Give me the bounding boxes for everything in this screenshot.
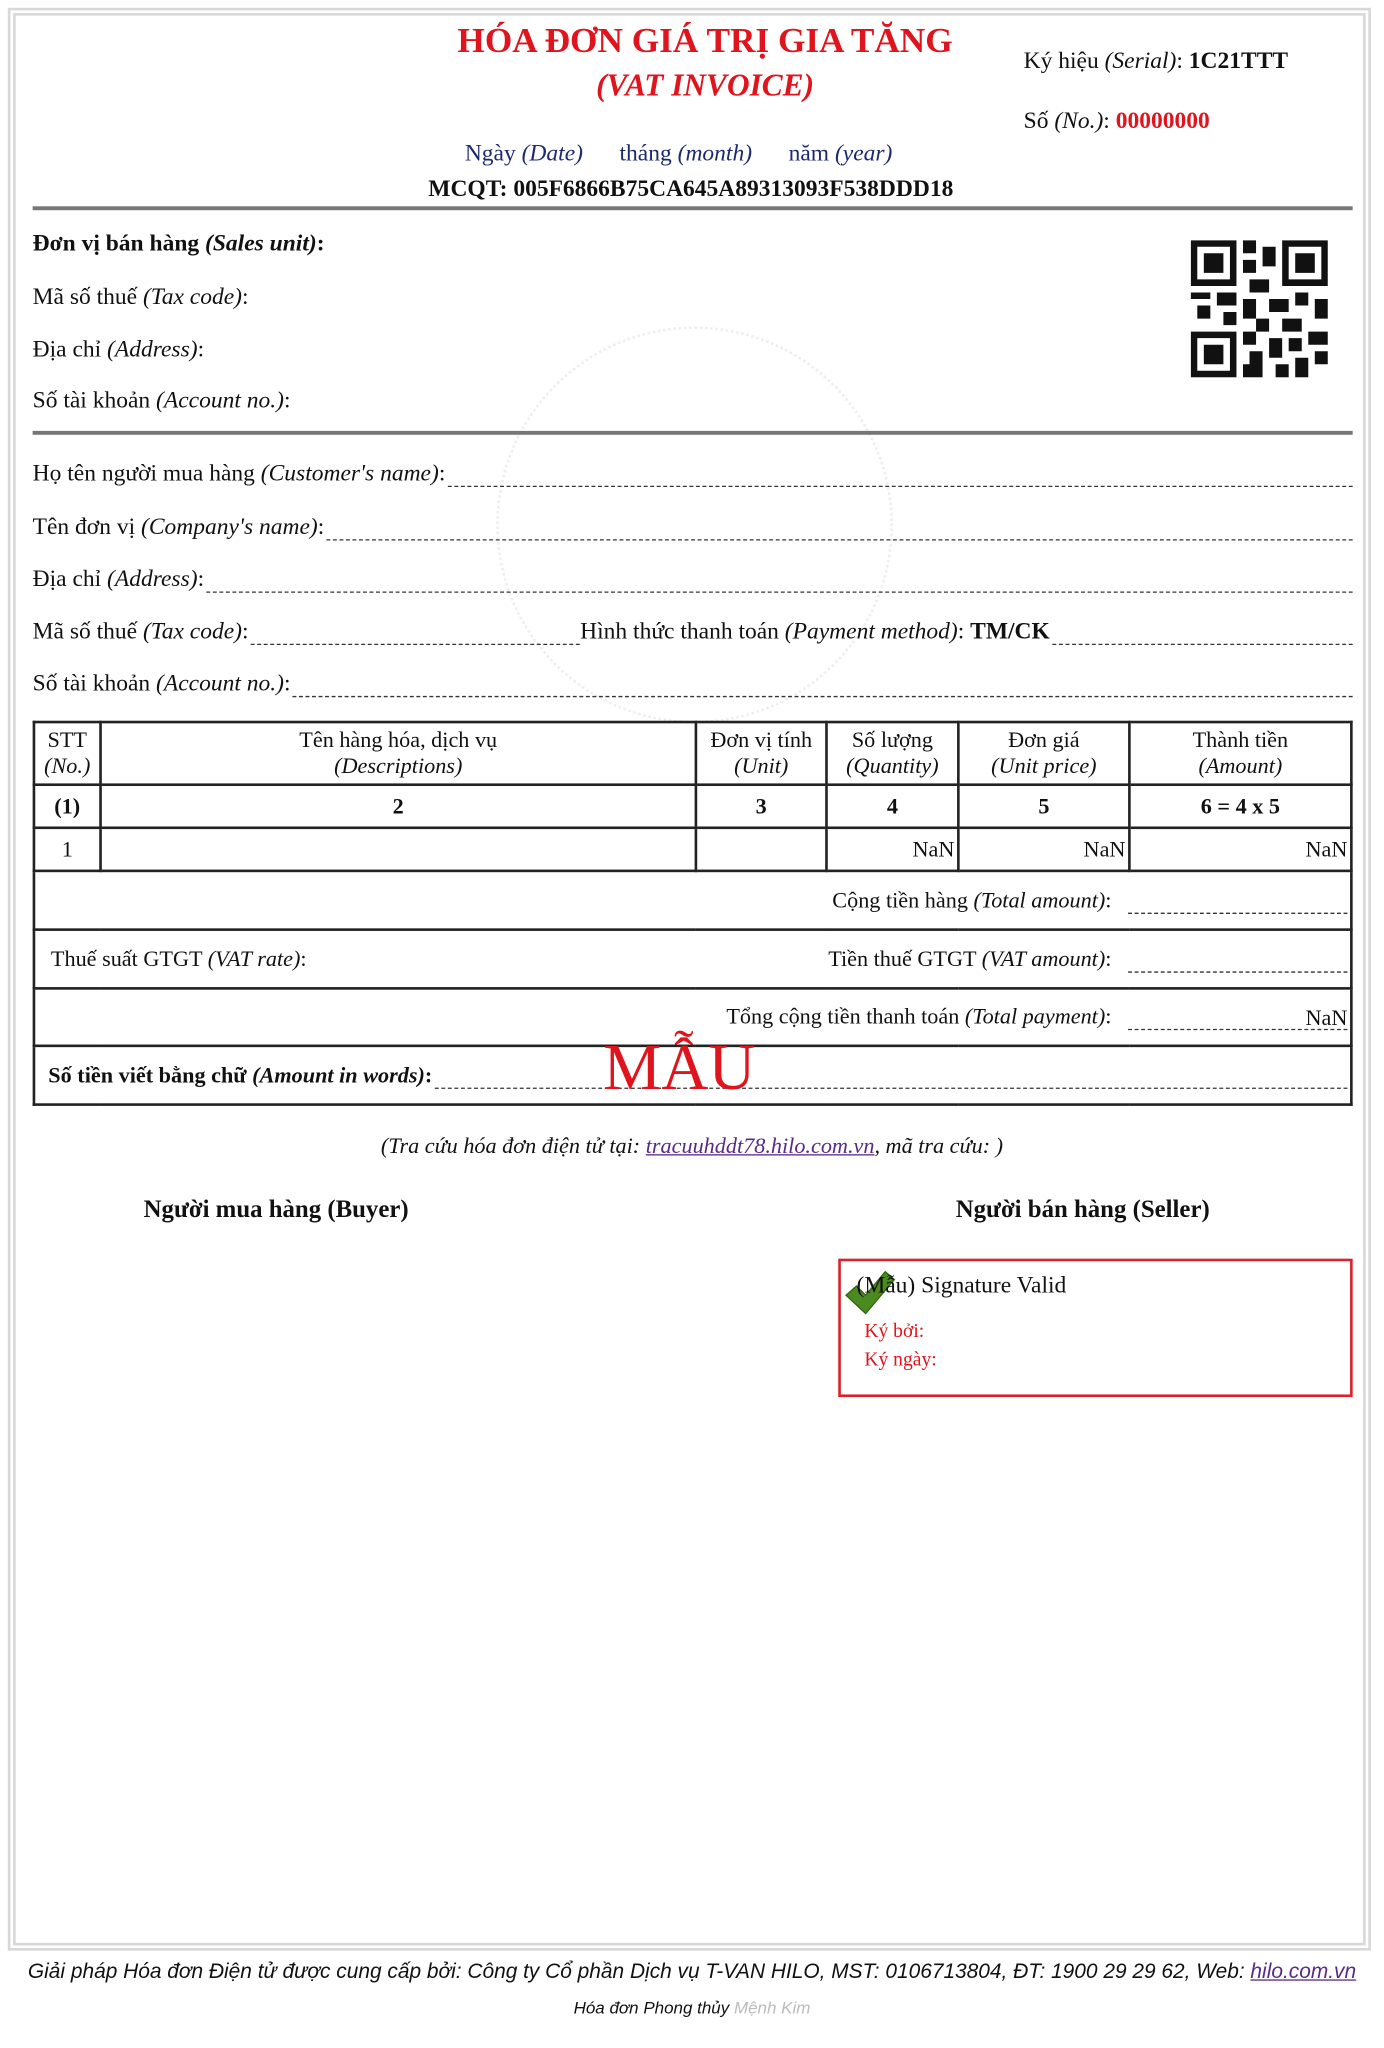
- buyer-name-field: Họ tên người mua hàng (Customer's name):: [33, 460, 1353, 487]
- amount-words-row: Số tiền viết bằng chữ (Amount in words):: [34, 1046, 1351, 1105]
- signature-valid-text: (Mẫu) Signature Valid: [856, 1271, 1067, 1298]
- table-index-row: (1) 2 3 4 5 6 = 4 x 5: [34, 785, 1351, 828]
- header-no: STT (No.): [34, 722, 101, 785]
- seller-account-label: Số tài khoản (Account no.):: [32, 386, 291, 413]
- table-header-row: [34, 722, 1351, 785]
- header-desc: Tên hàng hóa, dịch vụ (Descriptions): [101, 722, 696, 785]
- seller-unit-label: Đơn vị bán hàng (Sales unit):: [32, 229, 325, 256]
- seller-tax-label: Mã số thuế (Tax code):: [32, 283, 249, 310]
- signature-box: [838, 1259, 1352, 1397]
- buyer-signature-title: Người mua hàng (Buyer): [143, 1195, 409, 1224]
- seller-signature-title: Người bán hàng (Seller): [955, 1195, 1210, 1224]
- divider: [33, 431, 1353, 435]
- date-line: Ngày (Date) tháng (month) năm (year): [464, 139, 893, 166]
- buyer-company-field: Tên đơn vị (Company's name):: [33, 513, 1353, 540]
- payment-method-value: TM/CK: [970, 617, 1050, 644]
- signed-date-label: Ký ngày:: [864, 1350, 937, 1371]
- invoice-number: Số (No.): 00000000: [1023, 107, 1210, 134]
- header-amount: Thành tiền (Amount): [1129, 722, 1351, 785]
- invoice-subtitle: (VAT INVOICE): [596, 69, 815, 104]
- lookup-line: (Tra cứu hóa đơn điện tử tại: tracuuhddt78.hilo.com.vn, mã tra cứu: ): [380, 1133, 1004, 1159]
- footer-provider: Giải pháp Hóa đơn Điện tử được cung cấp bởi: Công ty Cổ phần Dịch vụ T-VAN HILO, MST: 0106713804, ĐT: 1900 29 29 62, Web: hilo.com.vn: [27, 1961, 1357, 1984]
- total-payment-row: Tổng cộng tiền thanh toán (Total payment): NaN: [34, 988, 1351, 1045]
- header-price: Đơn giá (Unit price): [958, 722, 1129, 785]
- serial: Ký hiệu (Serial): 1C21TTT: [1023, 47, 1289, 74]
- footer-link[interactable]: hilo.com.vn: [1250, 1961, 1357, 1984]
- total-amount-row: Cộng tiền hàng (Total amount):: [34, 871, 1351, 930]
- buyer-tax-payment-field: Mã số thuế (Tax code): Hình thức thanh toán (Payment method): TM/CK: [33, 618, 1353, 645]
- qr-code: [1191, 240, 1328, 377]
- seller-address-label: Địa chỉ (Address):: [32, 335, 205, 362]
- invoice-title: HÓA ĐƠN GIÁ TRỊ GIA TĂNG: [457, 20, 953, 61]
- footer-theme: Hóa đơn Phong thủy Mệnh Kim: [573, 1997, 811, 2018]
- sample-watermark: MẪU: [603, 1030, 756, 1104]
- vat-row: Thuế suất GTGT (VAT rate): Tiền thuế GTGT (VAT amount):: [34, 930, 1351, 989]
- header-unit: Đơn vị tính (Unit): [696, 722, 827, 785]
- table-row: 1 NaN NaN NaN: [34, 828, 1351, 871]
- mcqt-code: MCQT: 005F6866B75CA645A89313093F538DDD18: [428, 174, 954, 202]
- buyer-account-field: Số tài khoản (Account no.):: [33, 670, 1353, 697]
- buyer-address-field: Địa chỉ (Address):: [33, 565, 1353, 592]
- lookup-link[interactable]: tracuuhddt78.hilo.com.vn: [645, 1133, 875, 1159]
- divider: [33, 206, 1353, 210]
- header-qty: Số lượng (Quantity): [826, 722, 958, 785]
- signed-by-label: Ký bởi:: [864, 1321, 925, 1343]
